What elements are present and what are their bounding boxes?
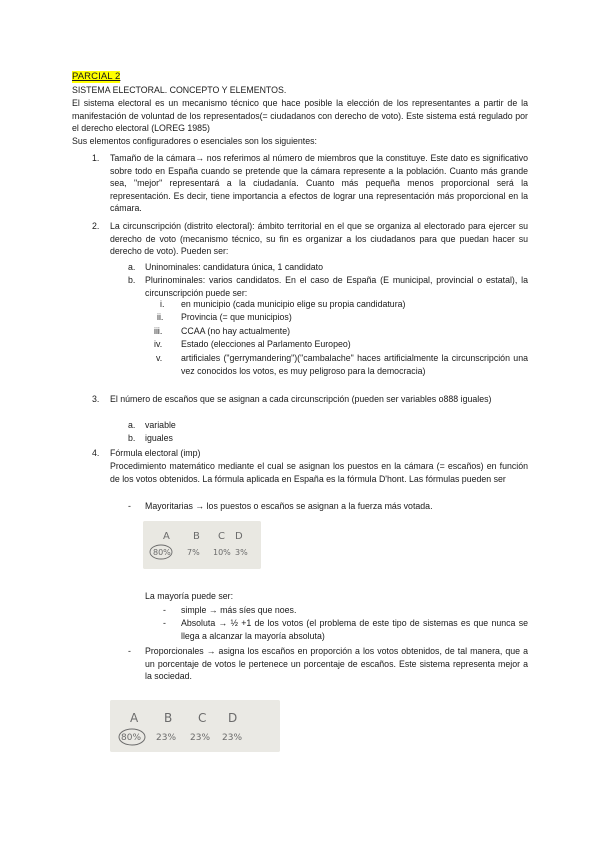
photo1-letter-d: D	[235, 531, 243, 542]
roman-item: CCAA (no hay actualmente)	[181, 326, 291, 336]
photo2-value-d: 23%	[222, 733, 243, 743]
list-number: 4.	[92, 448, 100, 458]
list-number: 1.	[92, 153, 100, 163]
dash-bullet: -	[128, 646, 131, 656]
list-item: Tamaño de la cámara→ nos referimos al número de miembros que la constituye. Este dato es significativo sobre todo en España cuando se pretende que la cámara represente a la población. Cuanto más grande sea, "mejor" representará a la ciudadanía. Cuanto más pequeña menos proporcional será la representación. Es decir, tiene importancia a efectos de lograr una representación más proporcional en la cámara.	[110, 153, 528, 214]
photo1-value-d: 3%	[235, 548, 248, 557]
sub-list-letter: b.	[128, 433, 136, 443]
roman-numeral: iv.	[154, 339, 163, 349]
roman-item: Estado (elecciones al Parlamento Europeo)	[181, 339, 351, 349]
mayoritarias-item: Mayoritarias → los puestos o escaños se asignan a la fuerza más votada.	[145, 501, 433, 511]
mayoria-type-item: Absoluta → ½ +1 de los votos (el problema de este tipo de sistemas es que nunca se llega a alcanzar la mayoría absoluta)	[181, 618, 528, 641]
photo1-letter-c: C	[218, 531, 225, 542]
proporcionales-item: Proporcionales → asigna los escaños en proporción a los votos obtenidos, de tal manera, que a un porcentaje de votos le pertenece un porcentaje de escaños. Este sistema representa mejor a la sociedad.	[145, 646, 528, 682]
roman-numeral: v.	[156, 353, 163, 363]
list-number: 2.	[92, 221, 100, 231]
photo1-value-a: 80%	[153, 548, 171, 557]
page-heading: PARCIAL 2	[72, 71, 121, 82]
photo1-value-b: 7%	[187, 548, 200, 557]
sub-list-item: iguales	[145, 433, 173, 443]
sub-list-letter: b.	[128, 275, 136, 285]
elements-intro: Sus elementos configuradores o esenciales son los siguientes:	[72, 136, 317, 146]
photo1-value-c: 10%	[213, 548, 231, 557]
dash-bullet: -	[128, 501, 131, 511]
photo2-letter-a: A	[130, 711, 139, 725]
photo2-letter-b: B	[164, 711, 173, 725]
photo1-letter-b: B	[193, 531, 200, 542]
photo2-value-a: 80%	[121, 733, 142, 743]
photo2-value-b: 23%	[156, 733, 177, 743]
formula-paragraph: Procedimiento matemático mediante el cual se asignan los puestos en la cámara (= escaños) en función de los votos obtenidos. La fórmula aplicada en España es la fórmula D'hont. Las fórmulas pueden ser	[110, 461, 528, 484]
section-title: SISTEMA ELECTORAL. CONCEPTO Y ELEMENTOS.	[72, 85, 287, 95]
dash-bullet: -	[163, 605, 166, 615]
roman-item: en municipio (cada municipio elige su propia candidatura)	[181, 299, 406, 309]
roman-numeral: ii.	[157, 312, 164, 322]
dash-bullet: -	[163, 618, 166, 628]
list-item: El número de escaños que se asignan a cada circunscripción (pueden ser variables o888 iguales)	[110, 394, 492, 404]
roman-item: artificiales ("gerrymandering")("cambalache" haces artificialmente la circunscripción una vez conocidos los votos, es muy peligroso para la democracia)	[181, 353, 528, 376]
sub-list-item: Plurinominales: varios candidatos. En el caso de España (E municipal, provincial o estatal), la circunscripción puede ser:	[145, 275, 528, 298]
intro-paragraph: El sistema electoral es un mecanismo técnico que hace posible la elección de los representantes a partir de la manifestación de voluntad de los representados(= ciudadanos con derecho de voto). Este sistema está regulado por el derecho electoral (LOREG 1985)	[72, 98, 528, 134]
photo2-letter-d: D	[228, 711, 238, 725]
roman-item: Provincia (= que municipios)	[181, 312, 292, 322]
roman-numeral: i.	[160, 299, 165, 309]
sub-list-letter: a.	[128, 420, 136, 430]
mayoria-label: La mayoría puede ser:	[145, 591, 234, 601]
list-item: La circunscripción (distrito electoral): ámbito territorial en el que se organiza al electorado para ejercer su derecho de voto (mecanismo técnico, su fin es organizar a los ciudadanos para que puedan hacer su derecho de voto). Pueden ser:	[110, 221, 528, 257]
list-number: 3.	[92, 394, 100, 404]
photo2-value-c: 23%	[190, 733, 211, 743]
list-item: Fórmula electoral (imp)	[110, 448, 201, 458]
photo1-letter-a: A	[163, 531, 170, 542]
sub-list-item: Uninominales: candidatura única, 1 candidato	[145, 262, 324, 272]
sub-list-letter: a.	[128, 262, 136, 272]
mayoria-type-item: simple → más síes que noes.	[181, 605, 297, 615]
photo2-letter-c: C	[198, 711, 207, 725]
handwritten-photo-majority	[143, 521, 261, 569]
roman-numeral: iii.	[154, 326, 163, 336]
sub-list-item: variable	[145, 420, 176, 430]
handwritten-photo-proportional	[110, 700, 280, 752]
